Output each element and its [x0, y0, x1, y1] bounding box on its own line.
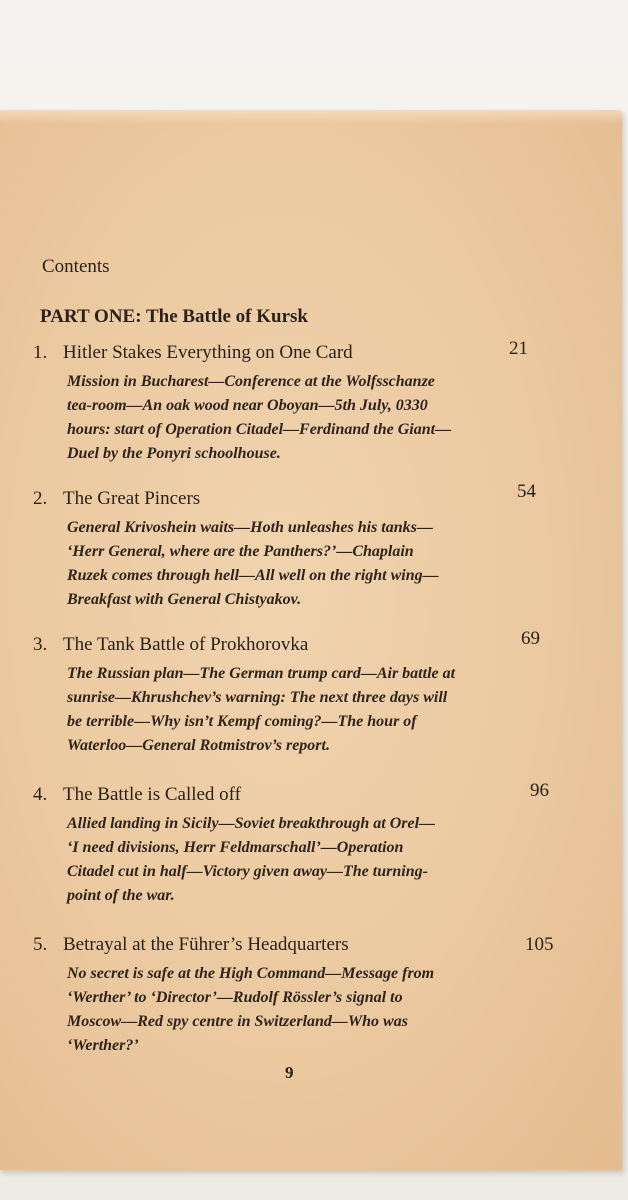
summary-line: ‘Herr General, where are the Panthers?’—Chaplain [67, 543, 414, 560]
summary-line: point of the war. [67, 887, 175, 904]
chapter-summary [67, 516, 537, 612]
summary-line: sunrise—Khrushchev’s warning: The next three days will [67, 689, 448, 706]
chapter-summary [67, 812, 537, 908]
summary-line: ‘Werther?’ [67, 1037, 139, 1054]
contents-heading: Contents [42, 256, 110, 277]
summary-line: Citadel cut in half—Victory given away—The turning- [67, 863, 428, 880]
chapter-number: 3. [33, 634, 48, 655]
chapter-number: 1. [33, 342, 48, 363]
page-top-edge [0, 110, 622, 124]
chapter-entry-5 [33, 934, 553, 1064]
chapter-number: 5. [33, 934, 48, 955]
chapter-entry-4 [33, 780, 553, 904]
chapter-title: The Great Pincers [63, 488, 201, 509]
chapter-entry-2 [33, 481, 553, 608]
chapter-number: 2. [33, 488, 48, 509]
chapter-title: Hitler Stakes Everything on One Card [63, 342, 353, 363]
summary-line: be terrible—Why isn’t Kempf coming?—The hour of [67, 713, 417, 730]
chapter-page-number: 21 [509, 338, 528, 359]
chapter-summary [67, 662, 537, 758]
summary-line: Breakfast with General Chistyakov. [67, 591, 302, 608]
chapter-number: 4. [33, 784, 48, 805]
summary-line: ‘Werther’ to ‘Director’—Rudolf Rössler’s signal to [67, 989, 403, 1006]
summary-line: Ruzek comes through hell—All well on the right wing— [67, 567, 439, 584]
summary-line: tea-room—An oak wood near Oboyan—5th July, 0330 [67, 397, 428, 414]
summary-line: Allied landing in Sicily—Soviet breakthrough at Orel— [67, 815, 436, 832]
chapter-title: The Battle is Called off [63, 784, 241, 805]
chapter-entry-1 [33, 338, 553, 462]
summary-line: Duel by the Ponyri schoolhouse. [67, 445, 281, 462]
chapter-page-number: 96 [530, 780, 549, 801]
summary-line: Moscow—Red spy centre in Switzerland—Who was [67, 1013, 408, 1030]
chapter-page-number: 54 [517, 481, 536, 502]
chapter-summary [67, 370, 537, 466]
chapter-title: The Tank Battle of Prokhorovka [63, 634, 309, 655]
part-heading: PART ONE: The Battle of Kursk [40, 306, 308, 327]
summary-line: ‘I need divisions, Herr Feldmarschall’—Operation [67, 839, 404, 856]
chapter-page-number: 105 [525, 934, 554, 955]
summary-line: General Krivoshein waits—Hoth unleashes his tanks— [67, 519, 433, 536]
chapter-entry-3 [33, 628, 553, 754]
page-folio: 9 [285, 1063, 294, 1082]
summary-line: No secret is safe at the High Command—Message from [67, 965, 435, 982]
summary-line: hours: start of Operation Citadel—Ferdinand the Giant— [67, 421, 452, 438]
summary-line: The Russian plan—The German trump card—Air battle at [67, 665, 456, 682]
summary-line: Waterloo—General Rotmistrov’s report. [67, 737, 330, 754]
chapter-summary [67, 962, 537, 1058]
book-page [0, 110, 622, 1170]
chapter-page-number: 69 [521, 628, 540, 649]
chapter-title: Betrayal at the Führer’s Headquarters [63, 934, 349, 955]
summary-line: Mission in Bucharest—Conference at the Wolfsschanze [67, 373, 435, 390]
